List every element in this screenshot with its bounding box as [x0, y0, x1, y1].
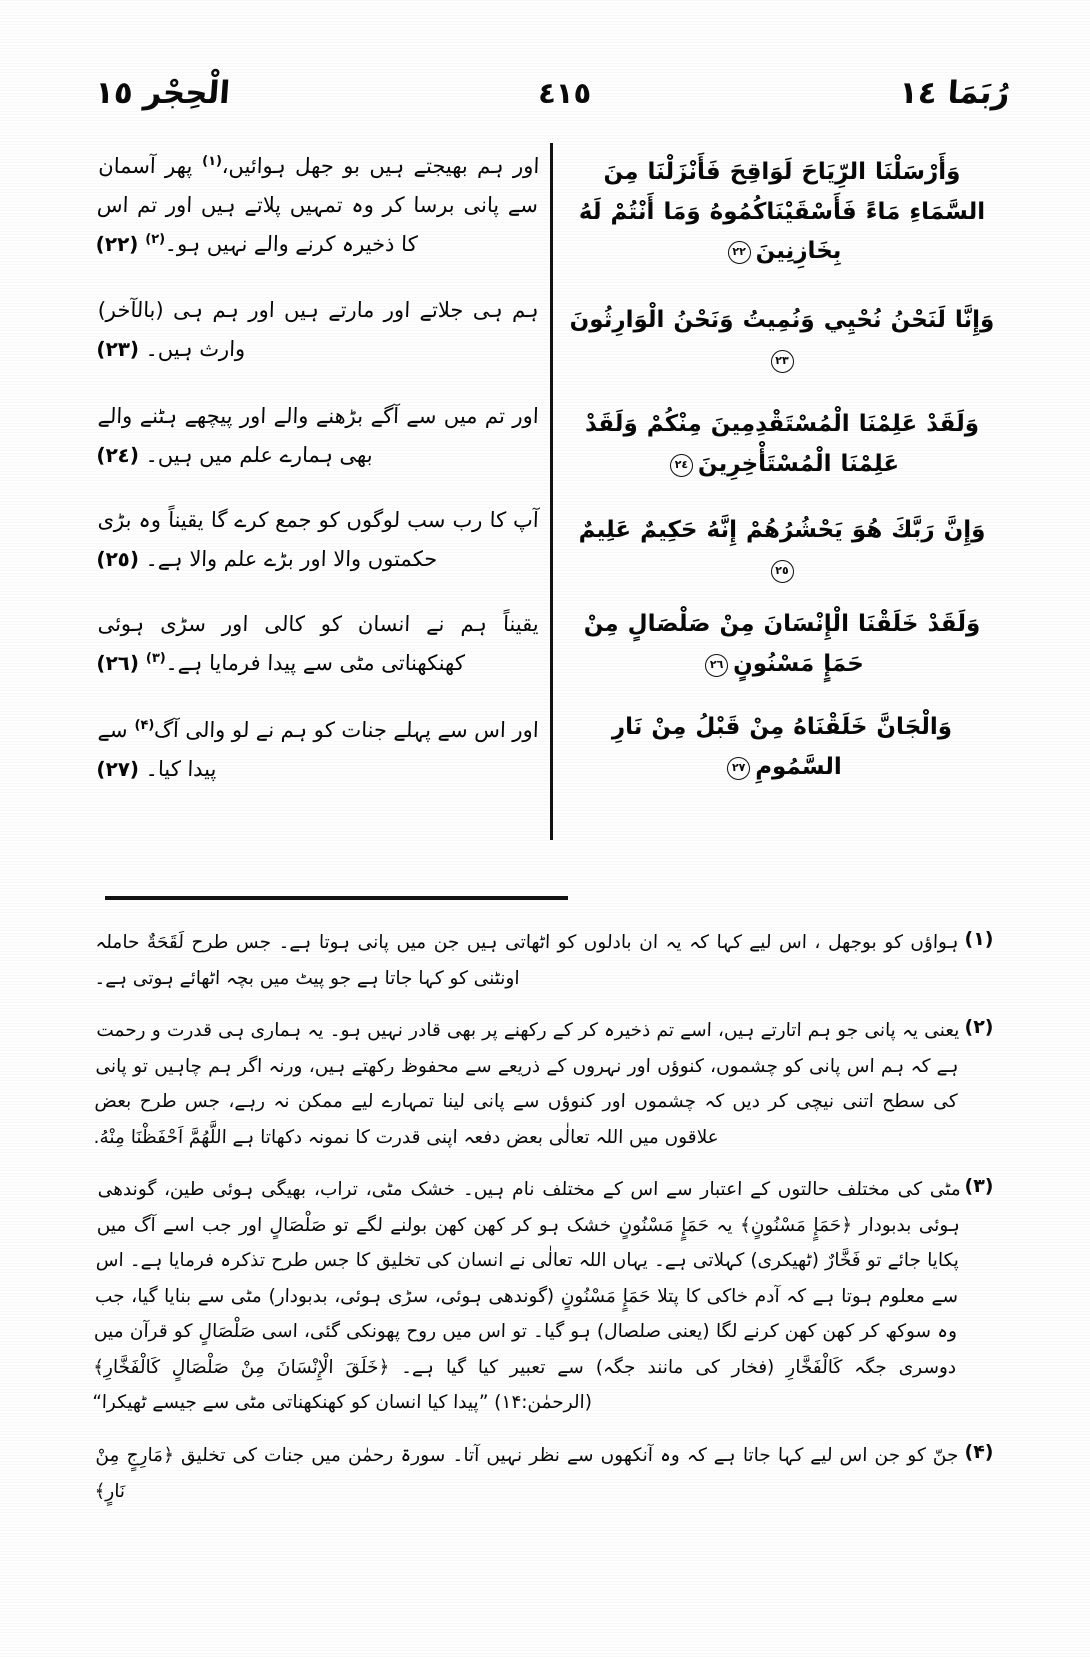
translation-text: اور اس سے پہلے جنات کو ہم نے لو والی آگ — [153, 718, 540, 742]
ayah-text: وَإِنَّ رَبَّكَ هُوَ يَحْشُرُهُمْ إِنَّهُ حَكِيمٌ عَلِيمٌ — [578, 517, 986, 543]
footnote-text: مٹی کی مختلف حالتوں کے اعتبار سے اس کے مختلف نام ہیں۔ خشک مٹی، تراب، بھیگی ہوئی طین، گوندھی ہوئی بدبودار ﴿حَمَإٍ مَسْنُونٍ﴾ یہ حَمَإٍ مَسْنُونٍ خشک ہو کر کھن کھن بولنے لگے تو صَلْصَالٍ اور جب اسے آگ میں پکایا جائے تو فَخَّارٌ (ٹھیکری) کہلاتی ہے۔ یہاں اللہ تعالٰی نے انسان کی تخلیق کا جس طرح تذکرہ فرمایا ہے۔ اس سے معلوم ہوتا ہے کہ آدم خاکی کا پتلا حَمَإٍ مَسْنُونٍ (گوندھی ہوئی، سڑی ہوئی، بدبودار) مٹی سے بنایا گیا، جب وہ سوکھ کر کھن کھن کرنے لگا (یعنی صلصال) ہو گیا۔ تو اس میں روح پھونکی گئی، اسی صَلْصَالٍ کو قرآن میں دوسری جگہ کَالْفَخَّارِ (فخار کی مانند جگہ) سے تعبیر کیا گیا ہے۔ ﴿خَلَقَ الْإِنْسَانَ مِنْ صَلْصَالٍ كَالْفَخَّارِ﴾ (الرحمٰن:۱۴) ”پیدا کیا انسان کو کھنکھناتی مٹی سے جیسے ٹھیکرا“ — [91, 1179, 962, 1414]
ayah-number-marker: ٢٢ — [728, 241, 751, 264]
page-number: ٤١٥ — [538, 76, 592, 110]
footnote-item — [95, 1013, 1000, 1155]
ayah-block — [567, 708, 997, 787]
translation-text-cont: پھر آسمان سے پانی برسا کر وہ تمہیں پلاتے ہیں اور تم اس کا ذخیرہ کرنے والے نہیں ہو۔ — [96, 154, 539, 256]
verse-number: (٢٢) — [95, 231, 139, 256]
footnotes-section — [91, 925, 1000, 1526]
footnote-ref: (۴) — [134, 718, 155, 733]
footnote-ref: (۱) — [201, 154, 223, 169]
ayah-text: وَلَقَدْ عَلِمْنَا الْمُسْتَقْدِمِينَ مِنْكُمْ وَلَقَدْ عَلِمْنَا الْمُسْتَأْخِرِينَ — [584, 411, 980, 477]
ayah-text: وَإِنَّا لَنَحْنُ نُحْيِي وَنُمِيتُ وَنَحْنُ الْوَارِثُونَ — [569, 307, 995, 333]
translation-text: یقیناً ہم نے انسان کو کالی اور سڑی ہوئی کھنکھناتی مٹی سے پیدا فرمایا ہے۔ — [97, 612, 540, 675]
arabic-verse-column — [567, 143, 997, 840]
ayah-text: وَلَقَدْ خَلَقْنَا الْإِنْسَانَ مِنْ صَلْصَالٍ مِنْ حَمَإٍ مَسْنُونٍ — [583, 611, 981, 677]
footnote-item — [95, 925, 1000, 996]
translation-block — [96, 501, 540, 579]
surah-label: الْحِجْر ١٥ — [93, 74, 232, 111]
urdu-translation-column — [97, 143, 538, 840]
verse-number: (٢٥) — [95, 546, 140, 571]
ayah-block — [567, 605, 997, 684]
ayah-number-marker: ٢٦ — [705, 654, 728, 677]
translation-block — [96, 711, 540, 789]
ayah-number-marker: ٢٧ — [727, 757, 750, 780]
translation-block — [96, 397, 540, 475]
footnote-number: (۱) — [964, 928, 994, 950]
footnote-text: یعنی یہ پانی جو ہم اتارتے ہیں، اسے تم ذخیرہ کر کے رکھنے پر بھی قادر نہیں ہو۔ یہ ہماری ہی قدرت و رحمت ہے کہ ہم اس پانی کو چشموں، کنوؤں اور نہروں کے ذریعے سے محفوظ رکھتے ہیں، ورنہ اگر ہم چاہیں تو پانی کی سطح اتنی نیچی کر دیں کہ چشموں اور کنوؤں سے پانی لینا تمہارے لیے ممکن نہ رہے، جس طرح بعض علاقوں میں اللہ تعالٰی بعض دفعہ اپنی قدرت کا نمونہ دکھاتا ہے اللَّهُمَّ اَحْفَظْنَا مِنْهُ. — [93, 1020, 960, 1148]
column-divider — [550, 143, 553, 840]
ayah-text: وَأَرْسَلْنَا الرِّيَاحَ لَوَاقِحَ فَأَنْزَلْنَا مِنَ السَّمَاءِ مَاءً فَأَسْقَيْنَاكُمُوهُ وَمَا أَنْتُمْ لَهُ بِخَازِنِينَ — [578, 159, 986, 265]
ayah-block — [567, 511, 997, 590]
translation-text: ہم ہی جلاتے اور مارتے ہیں اور ہم ہی (بالآخر) وارث ہیں۔ — [97, 298, 540, 361]
verse-number: (٢٣) — [95, 336, 140, 361]
body-two-column — [95, 143, 997, 840]
juz-label: رُبَمَا ١٤ — [898, 74, 1012, 111]
ayah-number-marker: ٢٣ — [771, 350, 794, 373]
ayah-number-marker: ٢٥ — [771, 560, 794, 583]
page-header — [95, 62, 1010, 124]
translation-text: اور تم میں سے آگے بڑھنے والے اور پیچھے ہٹنے والے بھی ہمارے علم میں ہیں۔ — [97, 404, 540, 467]
ayah-block — [567, 405, 997, 484]
translation-block — [96, 605, 540, 683]
footnote-text: جنّ کو جن اس لیے کہا جاتا ہے کہ وہ آنکھوں سے نظر نہیں آتا۔ سورۃ رحمٰن میں جنات کی تخلیق ﴿مَارِجٍ مِنْ نَارٍ﴾ — [94, 1444, 959, 1502]
footnote-item — [95, 1438, 1000, 1509]
footnote-ref: (۳) — [145, 650, 166, 666]
verse-number: (٢٦) — [95, 650, 140, 675]
footnote-number: (۴) — [964, 1440, 994, 1463]
translation-text-cont: سے پیدا کیا۔ — [97, 718, 217, 781]
footnote-ref: (۲) — [144, 231, 166, 247]
translation-block — [96, 291, 540, 369]
footnote-number: (۲) — [964, 1016, 994, 1039]
footnote-separator-rule — [105, 896, 568, 900]
ayah-text: وَالْجَانَّ خَلَقْنَاهُ مِنْ قَبْلُ مِنْ نَارِ السَّمُومِ — [611, 714, 953, 780]
ayah-block — [567, 153, 997, 272]
footnote-number: (۳) — [964, 1175, 994, 1198]
footnote-text: ہواؤں کو بوجھل ، اس لیے کہا کہ یہ ان بادلوں کو اٹھاتی ہیں جن میں پانی ہوتا ہے۔ جس طرح لَقَحَةٌ حاملہ اونٹنی کو کہا جاتا ہے جو پیٹ میں بچہ اٹھائے ہوتی ہے۔ — [94, 932, 959, 989]
verse-number: (٢٤) — [95, 442, 140, 467]
translation-text: اور ہم بھیجتے ہیں بو جھل ہوائیں، — [221, 154, 540, 178]
ayah-number-marker: ٢٤ — [670, 454, 693, 477]
translation-block — [95, 147, 540, 264]
translation-text: آپ کا رب سب لوگوں کو جمع کرے گا یقیناً وہ بڑی حکمتوں والا اور بڑے علم والا ہے۔ — [97, 508, 540, 571]
footnote-item — [91, 1172, 1000, 1421]
ayah-block — [567, 301, 997, 380]
verse-number: (٢٧) — [95, 756, 140, 781]
